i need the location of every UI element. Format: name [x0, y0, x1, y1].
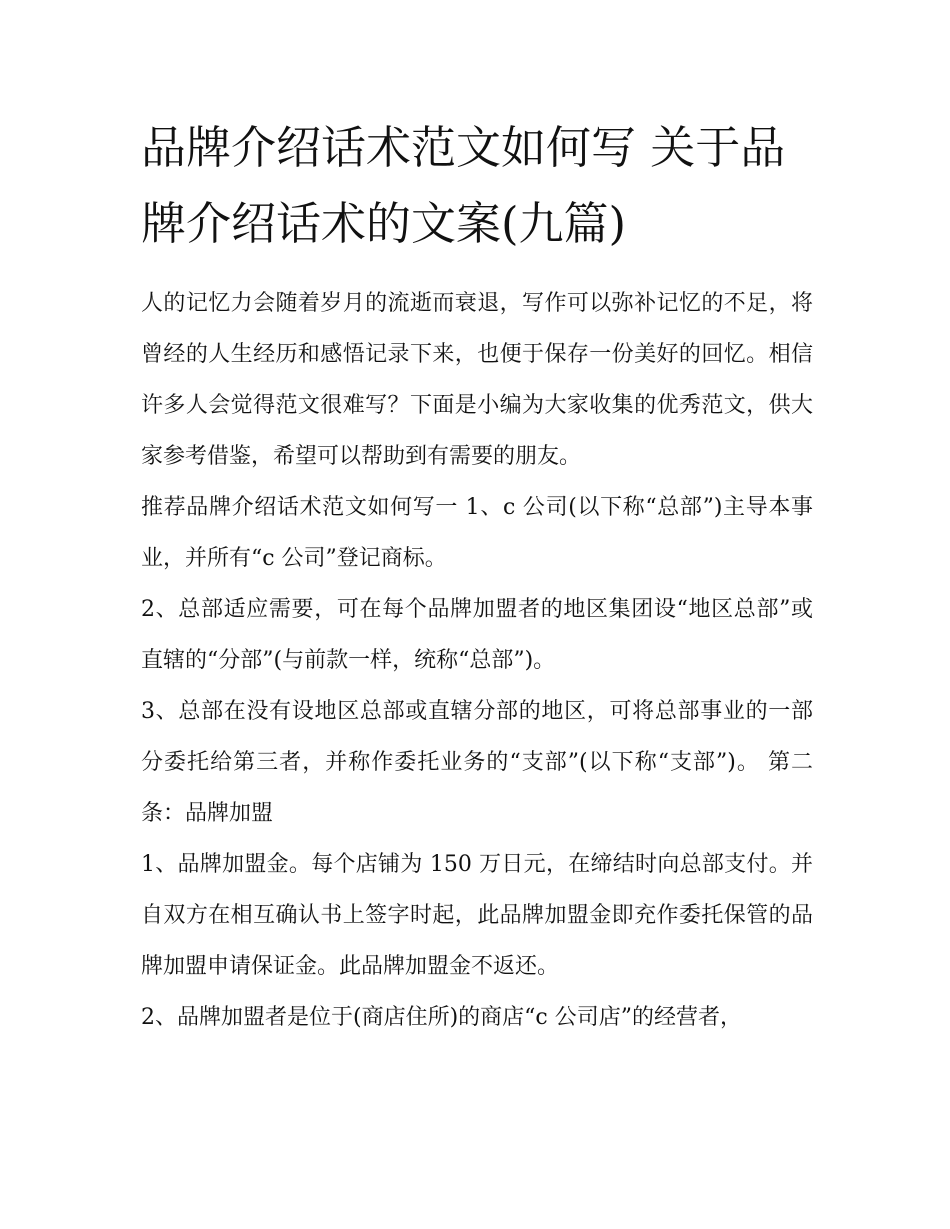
paragraph-intro: 人的记忆力会随着岁月的流逝而衰退，写作可以弥补记忆的不足，将曾经的人生经历和感悟记录下来，也便于保存一份美好的回忆。相信许多人会觉得范文很难写？下面是小编为大家收集的优秀范文，供大家参考借鉴，希望可以帮助到有需要的朋友。	[141, 291, 813, 469]
paragraph-franchise-fee: 1、品牌加盟金。每个店铺为 150 万日元，在缔结时向总部支付。并自双方在相互确认书上签字时起，此品牌加盟金即充作委托保管的品牌加盟申请保证金。此品牌加盟金不返还。	[141, 852, 813, 979]
paragraph-clause-2: 2、总部适应需要，可在每个品牌加盟者的地区集团设“地区总部”或直辖的“分部”(与前款一样，统称“总部”)。	[141, 597, 813, 673]
paragraph-clause-3: 3、总部在没有设地区总部或直辖分部的地区，可将总部事业的一部分委托给第三者，并称作委托业务的“支部”(以下称“支部”)。 第二条：品牌加盟	[141, 699, 813, 826]
document-body	[141, 278, 813, 1043]
document-page	[141, 110, 813, 1043]
paragraph-clause-1: 推荐品牌介绍话术范文如何写一 1、c 公司(以下称“总部”)主导本事业，并所有“c 公司”登记商标。	[141, 495, 813, 571]
document-title: 品牌介绍话术范文如何写 关于品牌介绍话术的文案(九篇)	[141, 121, 786, 250]
paragraph-franchisee: 2、品牌加盟者是位于(商店住所)的商店“c 公司店”的经营者，	[141, 1005, 742, 1030]
